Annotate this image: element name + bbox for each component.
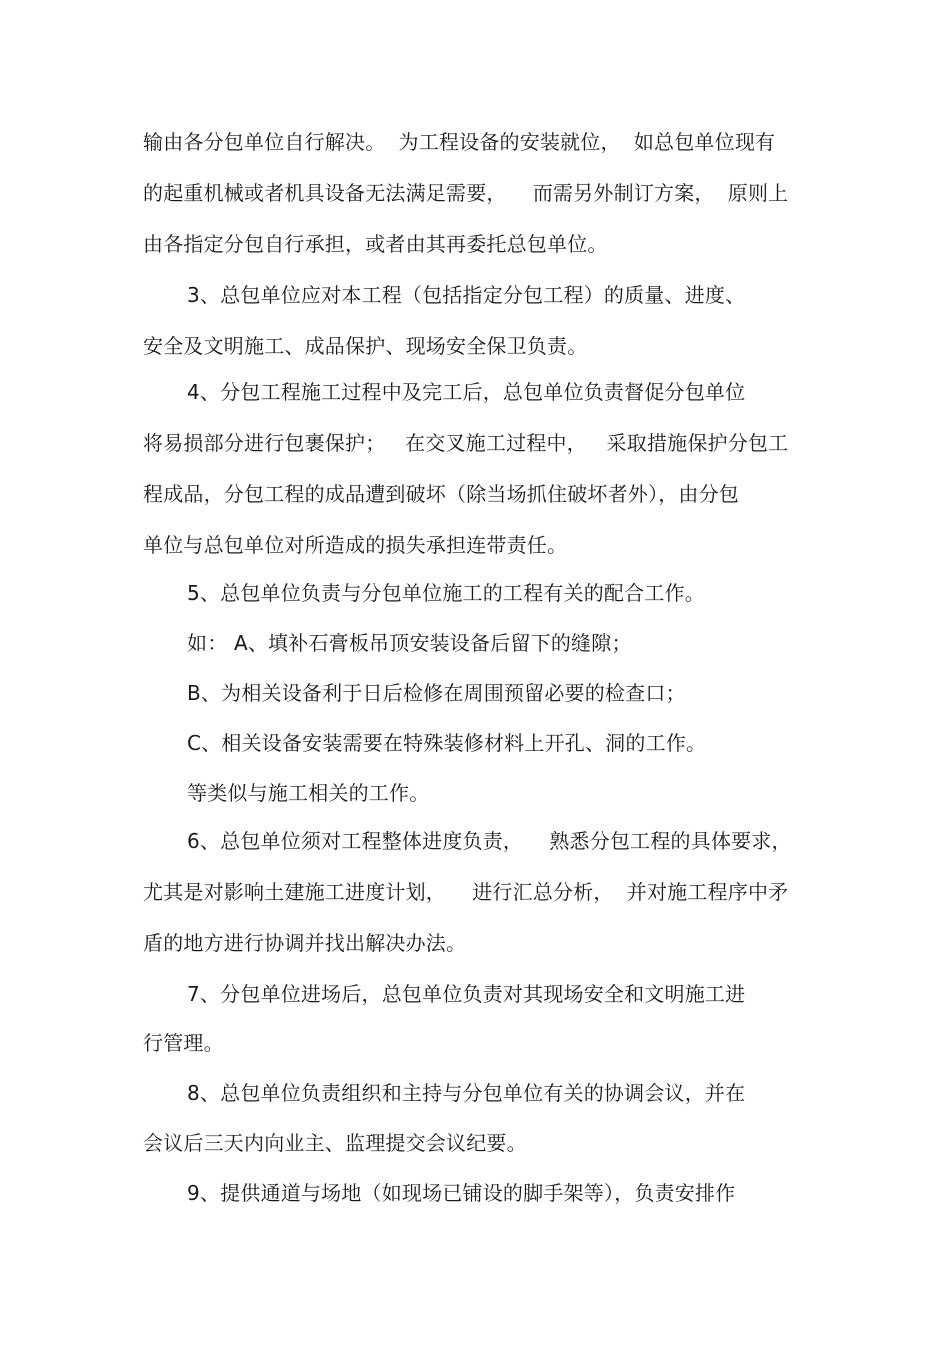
text-line-3: 由各指定分包自行承担，或者由其再委托总包单位。 <box>143 232 608 256</box>
text-line-6: 4、分包工程施工过程中及完工后，总包单位负责督促分包单位 <box>187 380 746 404</box>
text-line-16: 尤其是对影响土建施工进度计划， 进行汇总分析， 并对施工程序中矛 <box>143 880 789 904</box>
text-line-22: 9、提供通道与场地（如现场已铺设的脚手架等），负责安排作 <box>187 1181 736 1205</box>
text-line-18: 7、分包单位进场后，总包单位负责对其现场安全和文明施工进 <box>187 982 746 1006</box>
text-line-1: 输由各分包单位自行解决。 为工程设备的安装就位， 如总包单位现有 <box>143 130 776 154</box>
text-line-9: 单位与总包单位对所造成的损失承担连带责任。 <box>143 533 568 557</box>
text-line-5: 安全及文明施工、成品保护、现场安全保卫负责。 <box>143 334 588 358</box>
text-line-12: B、为相关设备利于日后检修在周围预留必要的检查口； <box>187 681 686 705</box>
text-line-20: 8、总包单位负责组织和主持与分包单位有关的协调会议，并在 <box>187 1081 746 1105</box>
text-line-2: 的起重机械或者机具设备无法满足需要， 而需另外制订方案， 原则上 <box>143 181 789 205</box>
text-line-21: 会议后三天内向业主、监理提交会议纪要。 <box>143 1131 527 1155</box>
text-line-17: 盾的地方进行协调并找出解决办法。 <box>143 931 467 955</box>
text-line-11: 如： A、填补石膏板吊顶安装设备后留下的缝隙； <box>187 631 632 655</box>
text-line-13: C、相关设备安装需要在特殊装修材料上开孔、洞的工作。 <box>187 731 707 755</box>
text-line-7: 将易损部分进行包裹保护； 在交叉施工过程中， 采取措施保护分包工 <box>143 431 789 455</box>
text-line-19: 行管理。 <box>143 1031 224 1055</box>
text-line-15: 6、总包单位须对工程整体进度负责， 熟悉分包工程的具体要求， <box>187 829 792 853</box>
text-line-14: 等类似与施工相关的工作。 <box>187 781 430 805</box>
text-line-10: 5、总包单位负责与分包单位施工的工程有关的配合工作。 <box>187 581 705 605</box>
text-line-4: 3、总包单位应对本工程（包括指定分包工程）的质量、进度、 <box>187 283 746 307</box>
text-line-8: 程成品，分包工程的成品遭到破坏（除当场抓住破坏者外），由分包 <box>143 482 739 506</box>
